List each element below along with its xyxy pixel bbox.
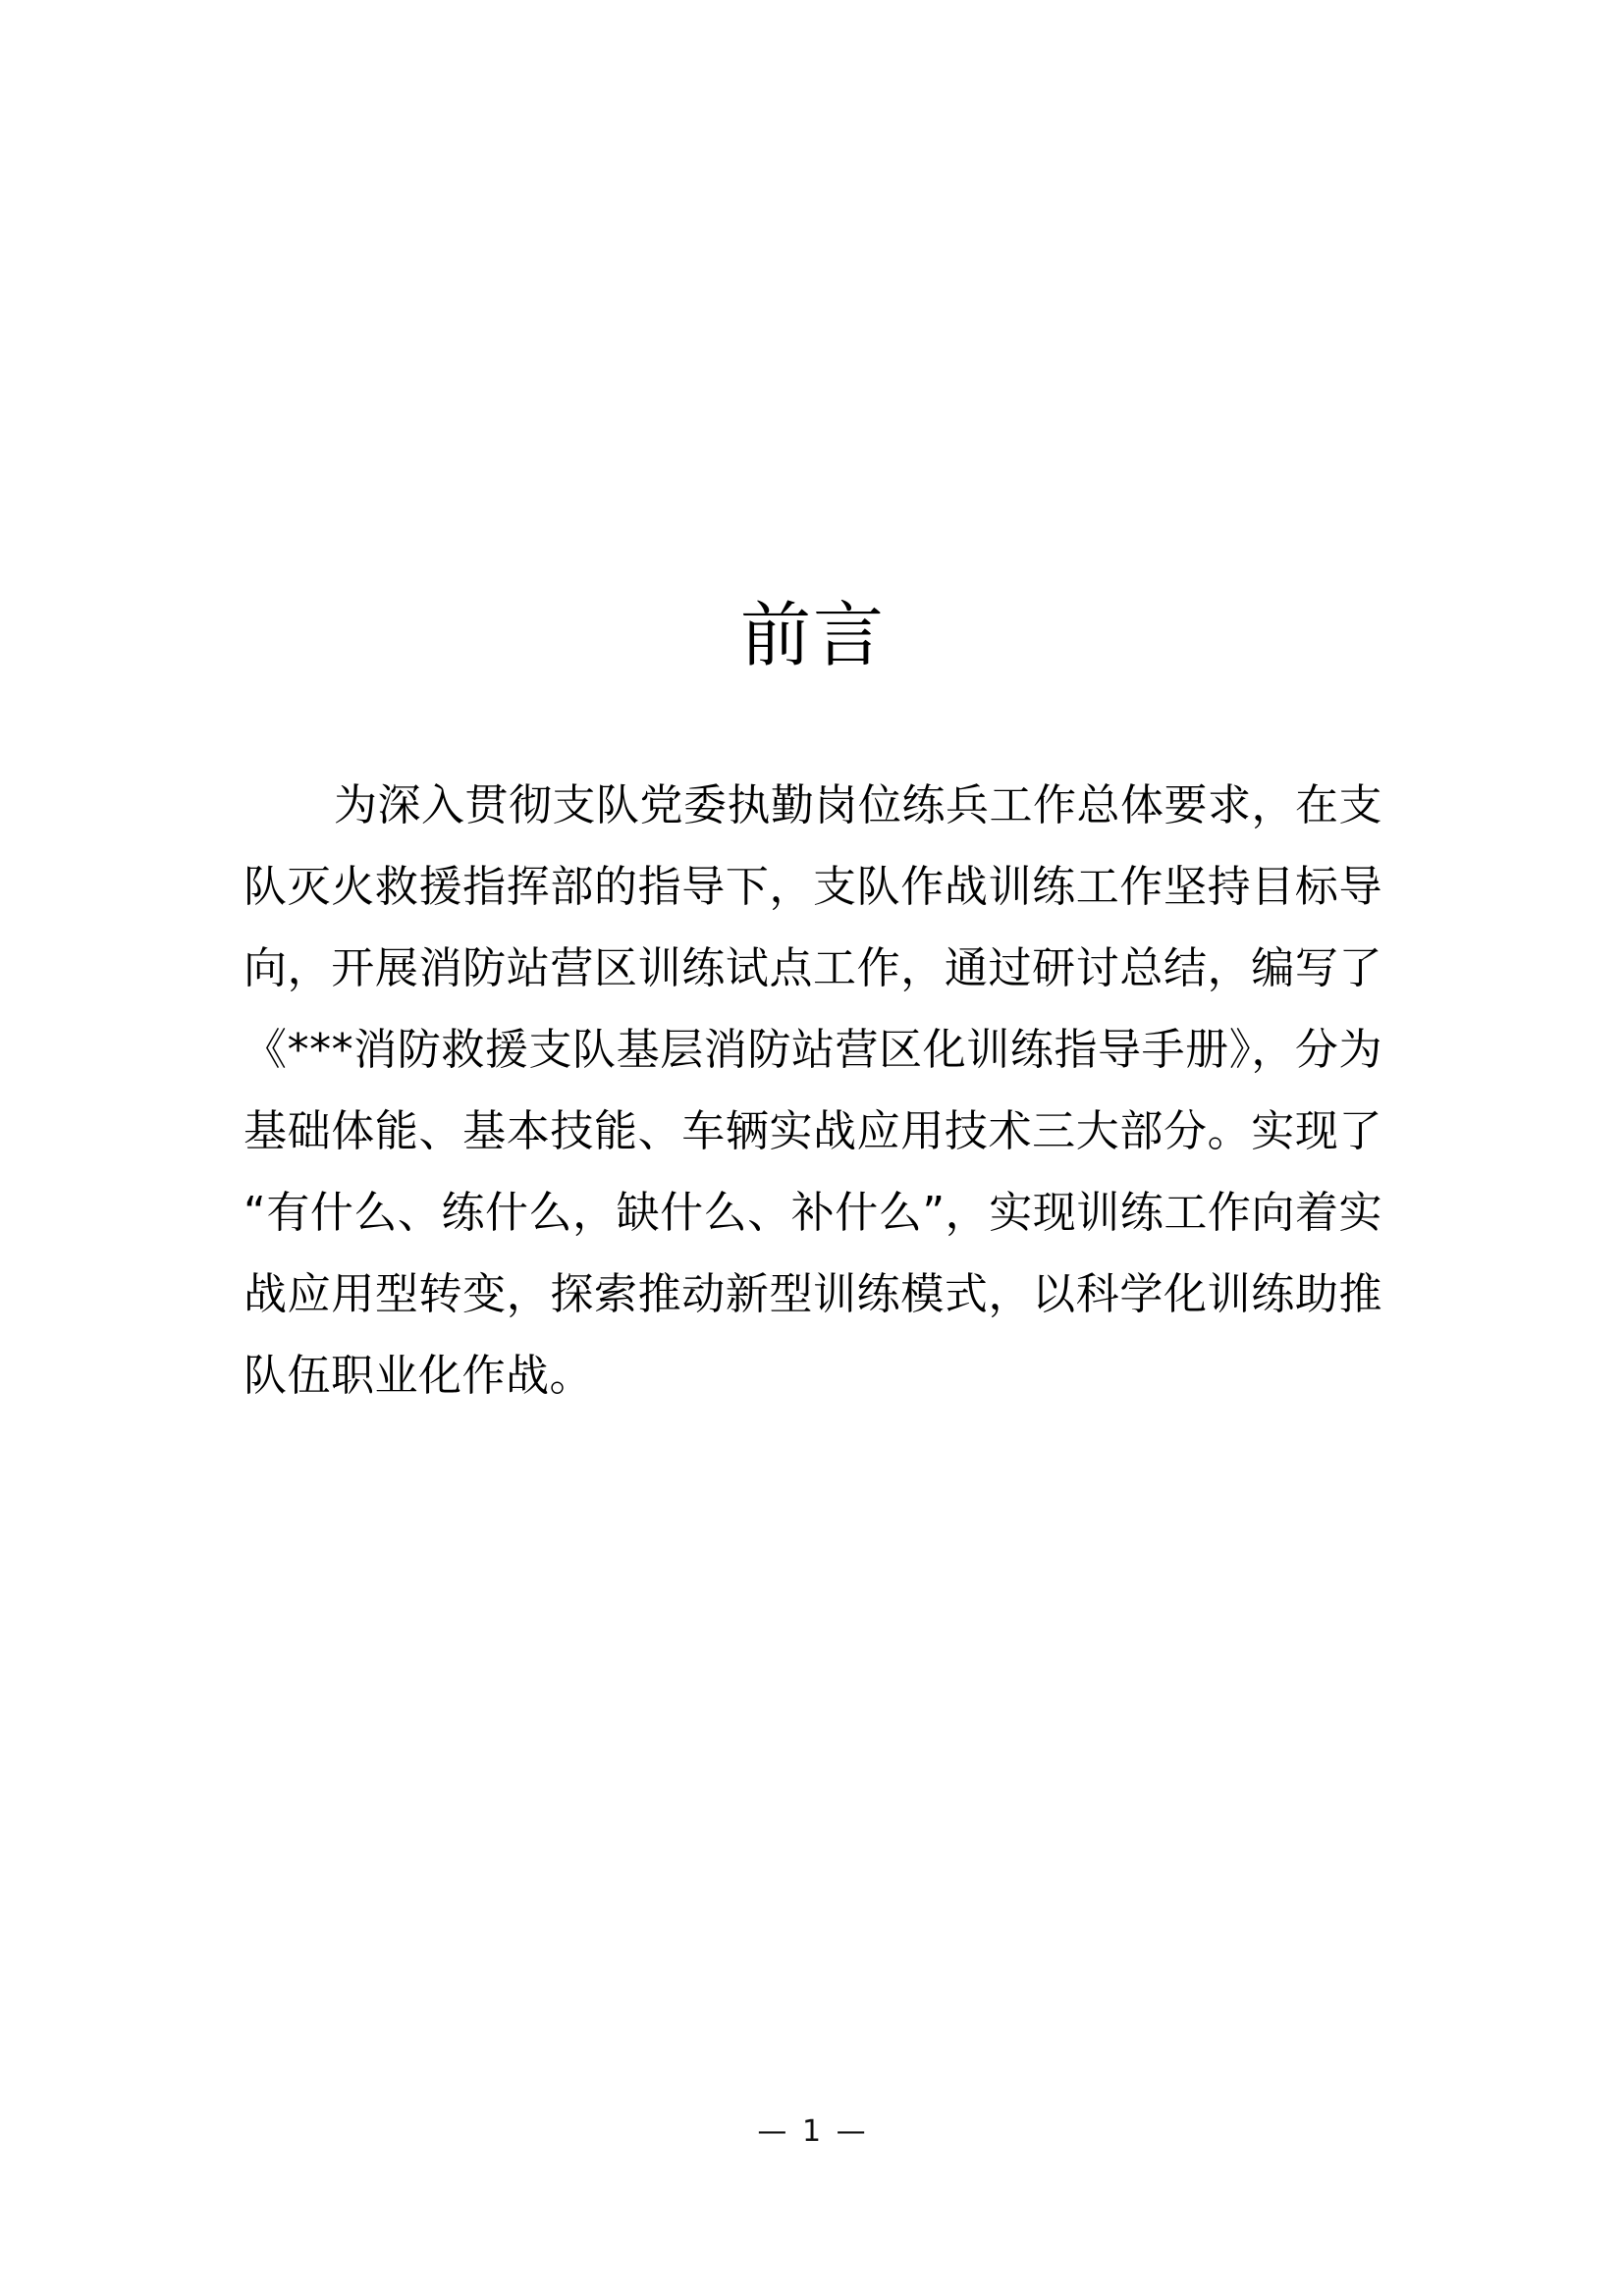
body-paragraph: 为深入贯彻支队党委执勤岗位练兵工作总体要求，在支队灭火救援指挥部的指导下，支队作战训练工作坚持目标导向，开展消防站营区训练试点工作，通过研讨总结，编写了《***消防救援支队基层消防站营区化训练指导手册》，分为基础体能、基本技能、车辆实战应用技术三大部分。实现了“有什么、练什么，缺什么、补什么”，实现训练工作向着实战应用型转变，探索推动新型训练模式，以科学化训练助推队伍职业化作战。 <box>243 780 1382 1401</box>
page-content <box>243 0 1382 2296</box>
page-number: — 1 — <box>757 2114 869 2149</box>
page-title: 前言 <box>739 594 886 677</box>
